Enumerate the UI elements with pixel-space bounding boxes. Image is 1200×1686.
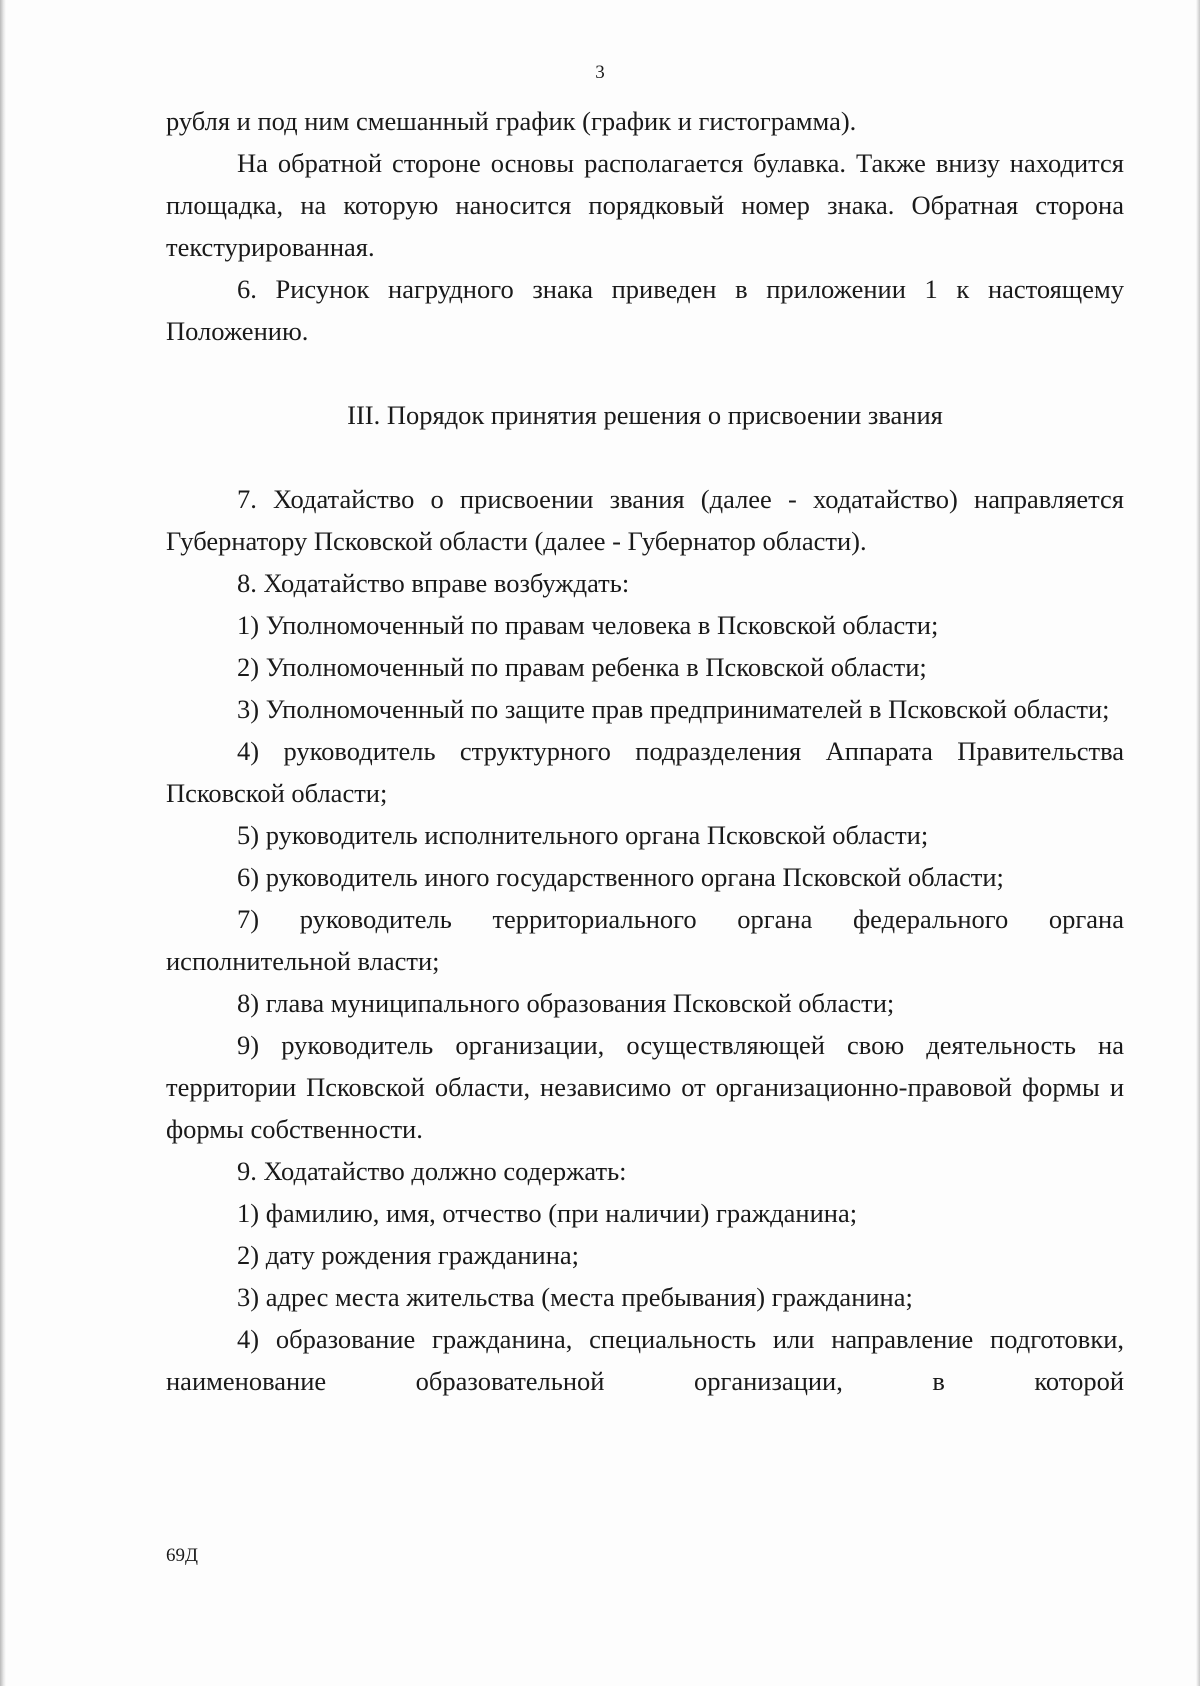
intro-paragraphs — [166, 100, 1124, 352]
section-title: III. Порядок принятия решения о присвоении звания — [347, 400, 943, 430]
paragraph: 7) руководитель территориального органа федерального органа исполнительной власти; — [166, 904, 1124, 976]
footer-code: 69Д — [166, 1545, 198, 1566]
main-paragraphs — [166, 478, 1124, 1402]
paragraph: рубля и под ним смешанный график (график и гистограмма). — [166, 106, 857, 136]
paragraph: 3) Уполномоченный по защите прав предпринимателей в Псковской области; — [237, 694, 1110, 724]
paragraph: 3) адрес места жительства (места пребывания) гражданина; — [237, 1282, 913, 1312]
page-number: 3 — [595, 62, 605, 83]
paragraph: 1) фамилию, имя, отчество (при наличии) гражданина; — [237, 1198, 858, 1228]
paragraph: 1) Уполномоченный по правам человека в Псковской области; — [237, 610, 939, 640]
paragraph: 2) Уполномоченный по правам ребенка в Псковской области; — [237, 652, 927, 682]
scan-edge-right — [1196, 0, 1200, 1686]
paragraph: 4) руководитель структурного подразделения Аппарата Правительства Псковской области; — [166, 736, 1124, 808]
paragraph: 8. Ходатайство вправе возбуждать: — [237, 568, 630, 598]
paragraph: 4) образование гражданина, специальность или направление подготовки, наименование образовательной организации, в которой — [166, 1324, 1124, 1396]
paragraph: 6) руководитель иного государственного органа Псковской области; — [237, 862, 1004, 892]
paragraph: 9) руководитель организации, осуществляющей свою деятельность на территории Псковской области, независимо от организационно-правовой формы и формы собственности. — [166, 1030, 1124, 1144]
paragraph: 6. Рисунок нагрудного знака приведен в приложении 1 к настоящему Положению. — [166, 274, 1124, 346]
paragraph: 2) дату рождения гражданина; — [237, 1240, 580, 1270]
paragraph: 9. Ходатайство должно содержать: — [237, 1156, 627, 1186]
paragraph: На обратной стороне основы располагается булавка. Также внизу находится площадка, на которую наносится порядковый номер знака. Обратная сторона текстурированная. — [166, 148, 1124, 262]
document-body — [166, 100, 1124, 1402]
paragraph: 5) руководитель исполнительного органа Псковской области; — [237, 820, 929, 850]
paragraph: 7. Ходатайство о присвоении звания (далее - ходатайство) направляется Губернатору Псковской области (далее - Губернатор области). — [166, 484, 1124, 556]
scan-edge-left — [0, 0, 6, 1686]
paragraph: 8) глава муниципального образования Псковской области; — [237, 988, 895, 1018]
